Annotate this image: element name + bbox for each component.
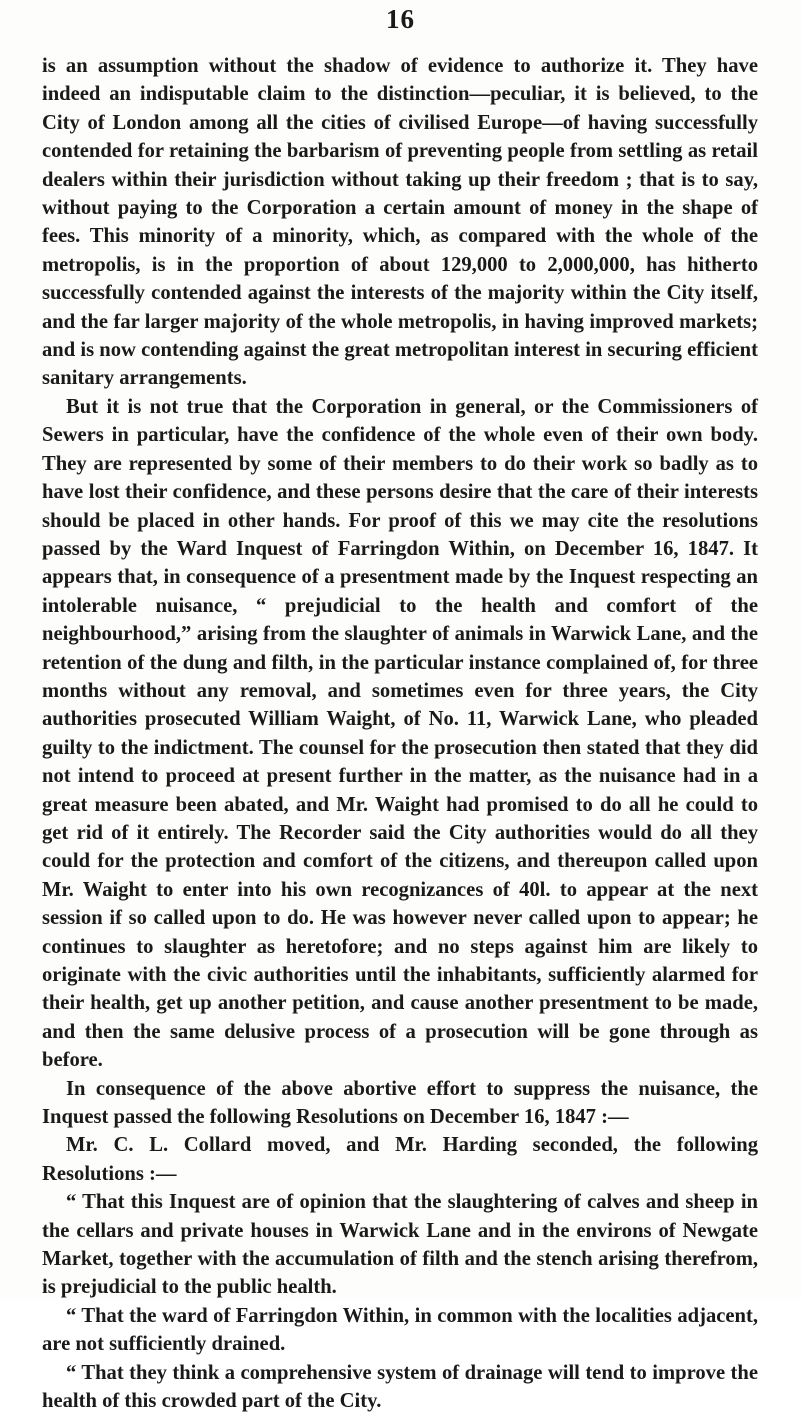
paragraph-1: is an assumption without the shadow of evidence to authorize it. They have indeed an indisputable claim to the distinction—peculiar, it is believed, to the City of London among all the cities of civilised Europe—of having successfully contended for retaining the barbarism of preventing people from settling as retail dealers within their jurisdiction without taking up their freedom ; that is to say, without paying to the Corporation a certain amount of money in the shape of fees. This minority of a minority, which, as compared with the whole of the metropolis, is in the proportion of about 129,000 to 2,000,000, has hitherto successfully contended against the interests of the majority within the City itself, and the far larger majority of the whole metropolis, in having improved markets; and is now contending against the great metropolitan interest in securing efficient sanitary arrangements. [42,55,758,390]
body-text [42,52,758,1416]
paragraph-4: Mr. C. L. Collard moved, and Mr. Harding seconded, the following Resolutions :— [42,1134,758,1185]
resolution-3: “ That they think a comprehensive system of drainage will tend to improve the health of this crowded part of the City. [42,1361,758,1413]
resolution-1: “ That this Inquest are of opinion that the slaughtering of calves and sheep in the cellars and private houses in Warwick Lane and in the environs of Newgate Market, together with the accumulation of filth and the stench arising therefrom, is prejudicial to the public health. [42,1191,758,1299]
paragraph-3: In consequence of the above abortive effort to suppress the nuisance, the Inquest passed the following Resolutions on December 16, 1847 :— [42,1077,758,1129]
resolution-2: “ That the ward of Farringdon Within, in common with the localities adjacent, are not sufficiently drained. [42,1304,758,1356]
page-number: 16 [386,4,415,34]
paragraph-2: But it is not true that the Corporation in general, or the Commissioners of Sewers in particular, have the confidence of the whole even of their own body. They are represented by some of their members to do their work so badly as to have lost their confidence, and these persons desire that the care of their interests should be placed in other hands. For proof of this we may cite the resolutions passed by the Ward Inquest of Farringdon Within, on December 16, 1847. It appears that, in consequence of a presentment made by the Inquest respecting an intolerable nuisance, “ prejudicial to the health and comfort of the neighbourhood,” arising from the slaughter of animals in Warwick Lane, and the retention of the dung and filth, in the particular instance complained of, for three months without any removal, and sometimes even for three years, the City authorities prosecuted William Waight, of No. 11, Warwick Lane, who pleaded guilty to the indictment. The counsel for the prosecution then stated that they did not intend to proceed at present further in the matter, as the nuisance had in a great measure been abated, and Mr. Waight had promised to do all he could to get rid of it entirely. The Recorder said the City authorities would do all they could for the protection and comfort of the citizens, and thereupon called upon Mr. Waight to enter into his own recognizances of 40l. to appear at the next session if so called upon to do. He was however never called upon to appear; he continues to slaughter as heretofore; and no steps against him are likely to originate with the civic authorities until the inhabitants, sufficiently alarmed for their health, get up another petition, and cause another presentment to be made, and then the same delusive process of a prosecution will be gone through as before. [42,395,758,1072]
